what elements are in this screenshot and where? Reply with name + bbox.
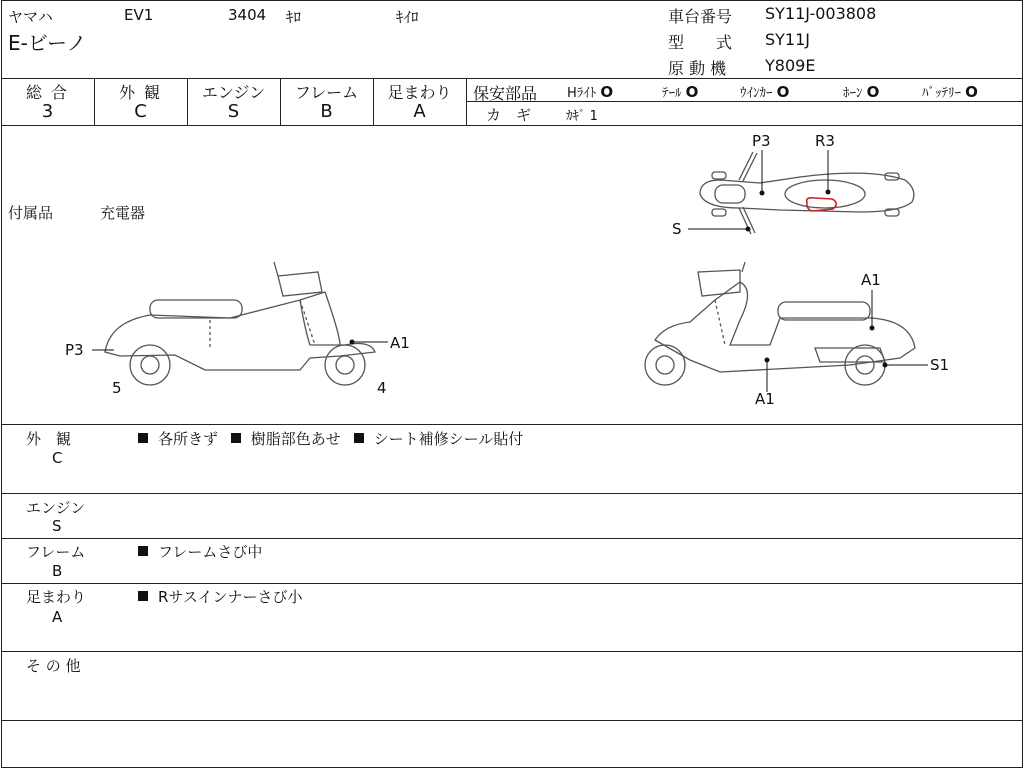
damage-mark: [807, 198, 837, 211]
label-left-4: 4: [377, 379, 387, 397]
note-suspension-category: 足まわり: [26, 588, 87, 606]
grade-frame-label: フレーム: [294, 83, 359, 102]
grade-total-label: 総 合: [25, 83, 70, 102]
grade-engine-value: S: [227, 101, 240, 122]
check-mark: O: [776, 83, 790, 101]
grade-suspension-label: 足まわり: [387, 83, 452, 102]
engine-value: Y809E: [765, 56, 816, 75]
safety-item: Hﾗｲﾄ O: [567, 83, 614, 101]
divider: [467, 101, 1023, 102]
bullet-icon: [138, 433, 148, 443]
engine-label: 原 動 機: [668, 59, 727, 78]
safety-item: ｳｲﾝｶｰ O: [740, 83, 790, 101]
mileage-unit: ｷﾛ: [286, 8, 302, 26]
check-mark: O: [866, 83, 880, 101]
note-exterior-grade: C: [52, 449, 63, 467]
grade-total-value: 3: [41, 101, 54, 122]
model-name: E-ビーノ: [8, 31, 87, 55]
divider: [1, 538, 1023, 539]
note-frame-category: フレーム: [26, 543, 86, 561]
grade-exterior-value: C: [134, 101, 147, 122]
check-mark: O: [685, 83, 699, 101]
note-engine-category: エンジン: [26, 499, 86, 517]
note-exterior-items: 各所きず 樹脂部色あせ シート補修シール貼付: [136, 428, 523, 449]
type-value: SY11J: [765, 30, 811, 49]
bullet-icon: [138, 546, 148, 556]
grade-exterior-label: 外 観: [118, 83, 163, 102]
divider: [466, 78, 467, 125]
divider: [1, 493, 1023, 494]
check-mark: O: [965, 83, 978, 101]
mileage-type: ｷｲﾛ: [396, 8, 419, 26]
scooter-diagram: [0, 126, 1024, 426]
safety-label: 保安部品: [473, 84, 538, 103]
key-label: カ ギ: [486, 106, 532, 124]
note-exterior-category: 外 観: [26, 430, 72, 448]
note-suspension-items: Rサスインナーさび小: [136, 586, 303, 607]
label-right-a1-top: A1: [861, 271, 881, 289]
chassis-value: SY11J-003808: [765, 4, 877, 23]
divider: [1, 651, 1023, 652]
label-top-s: S: [672, 220, 682, 238]
accessories-value: 充電器: [100, 204, 146, 222]
label-left-5: 5: [112, 379, 122, 397]
scooter-top-view: [700, 152, 914, 234]
label-right-s1: S1: [930, 356, 950, 374]
divider: [1, 583, 1023, 584]
grade-frame-value: B: [320, 101, 333, 122]
label-left-a1: A1: [390, 334, 410, 352]
chassis-label: 車台番号: [668, 7, 733, 26]
grade-engine-label: エンジン: [201, 83, 266, 102]
bullet-icon: [231, 433, 241, 443]
divider: [1, 720, 1023, 721]
bullet-icon: [138, 591, 148, 601]
label-top-r3: R3: [815, 132, 835, 150]
divider: [1, 78, 1023, 79]
label-top-p3: P3: [752, 132, 771, 150]
note-frame-grade: B: [52, 562, 63, 580]
divider: [1, 424, 1023, 425]
note-suspension-grade: A: [52, 608, 63, 626]
label-right-a1-bottom: A1: [755, 390, 775, 408]
type-label: 型 式: [668, 33, 733, 52]
key-value: ｶｷﾞ 1: [566, 109, 598, 124]
grade-suspension-value: A: [413, 101, 426, 122]
model-code: EV1: [124, 6, 154, 24]
accessories-label: 付属品: [8, 204, 54, 222]
maker: ヤマハ: [8, 8, 53, 26]
bullet-icon: [354, 433, 364, 443]
check-mark: O: [600, 83, 614, 101]
safety-item: ﾎｰﾝ O: [843, 83, 880, 101]
mileage-value: 3404: [228, 6, 267, 24]
scooter-left-view: [105, 262, 375, 385]
note-frame-items: フレームさび中: [136, 541, 262, 562]
note-other-category: そ の 他: [26, 657, 81, 675]
safety-item: ﾃｰﾙ O: [662, 83, 699, 101]
safety-item: ﾊﾞｯﾃﾘｰ O: [922, 83, 978, 101]
label-left-p3: P3: [65, 341, 84, 359]
note-engine-grade: S: [52, 517, 62, 535]
